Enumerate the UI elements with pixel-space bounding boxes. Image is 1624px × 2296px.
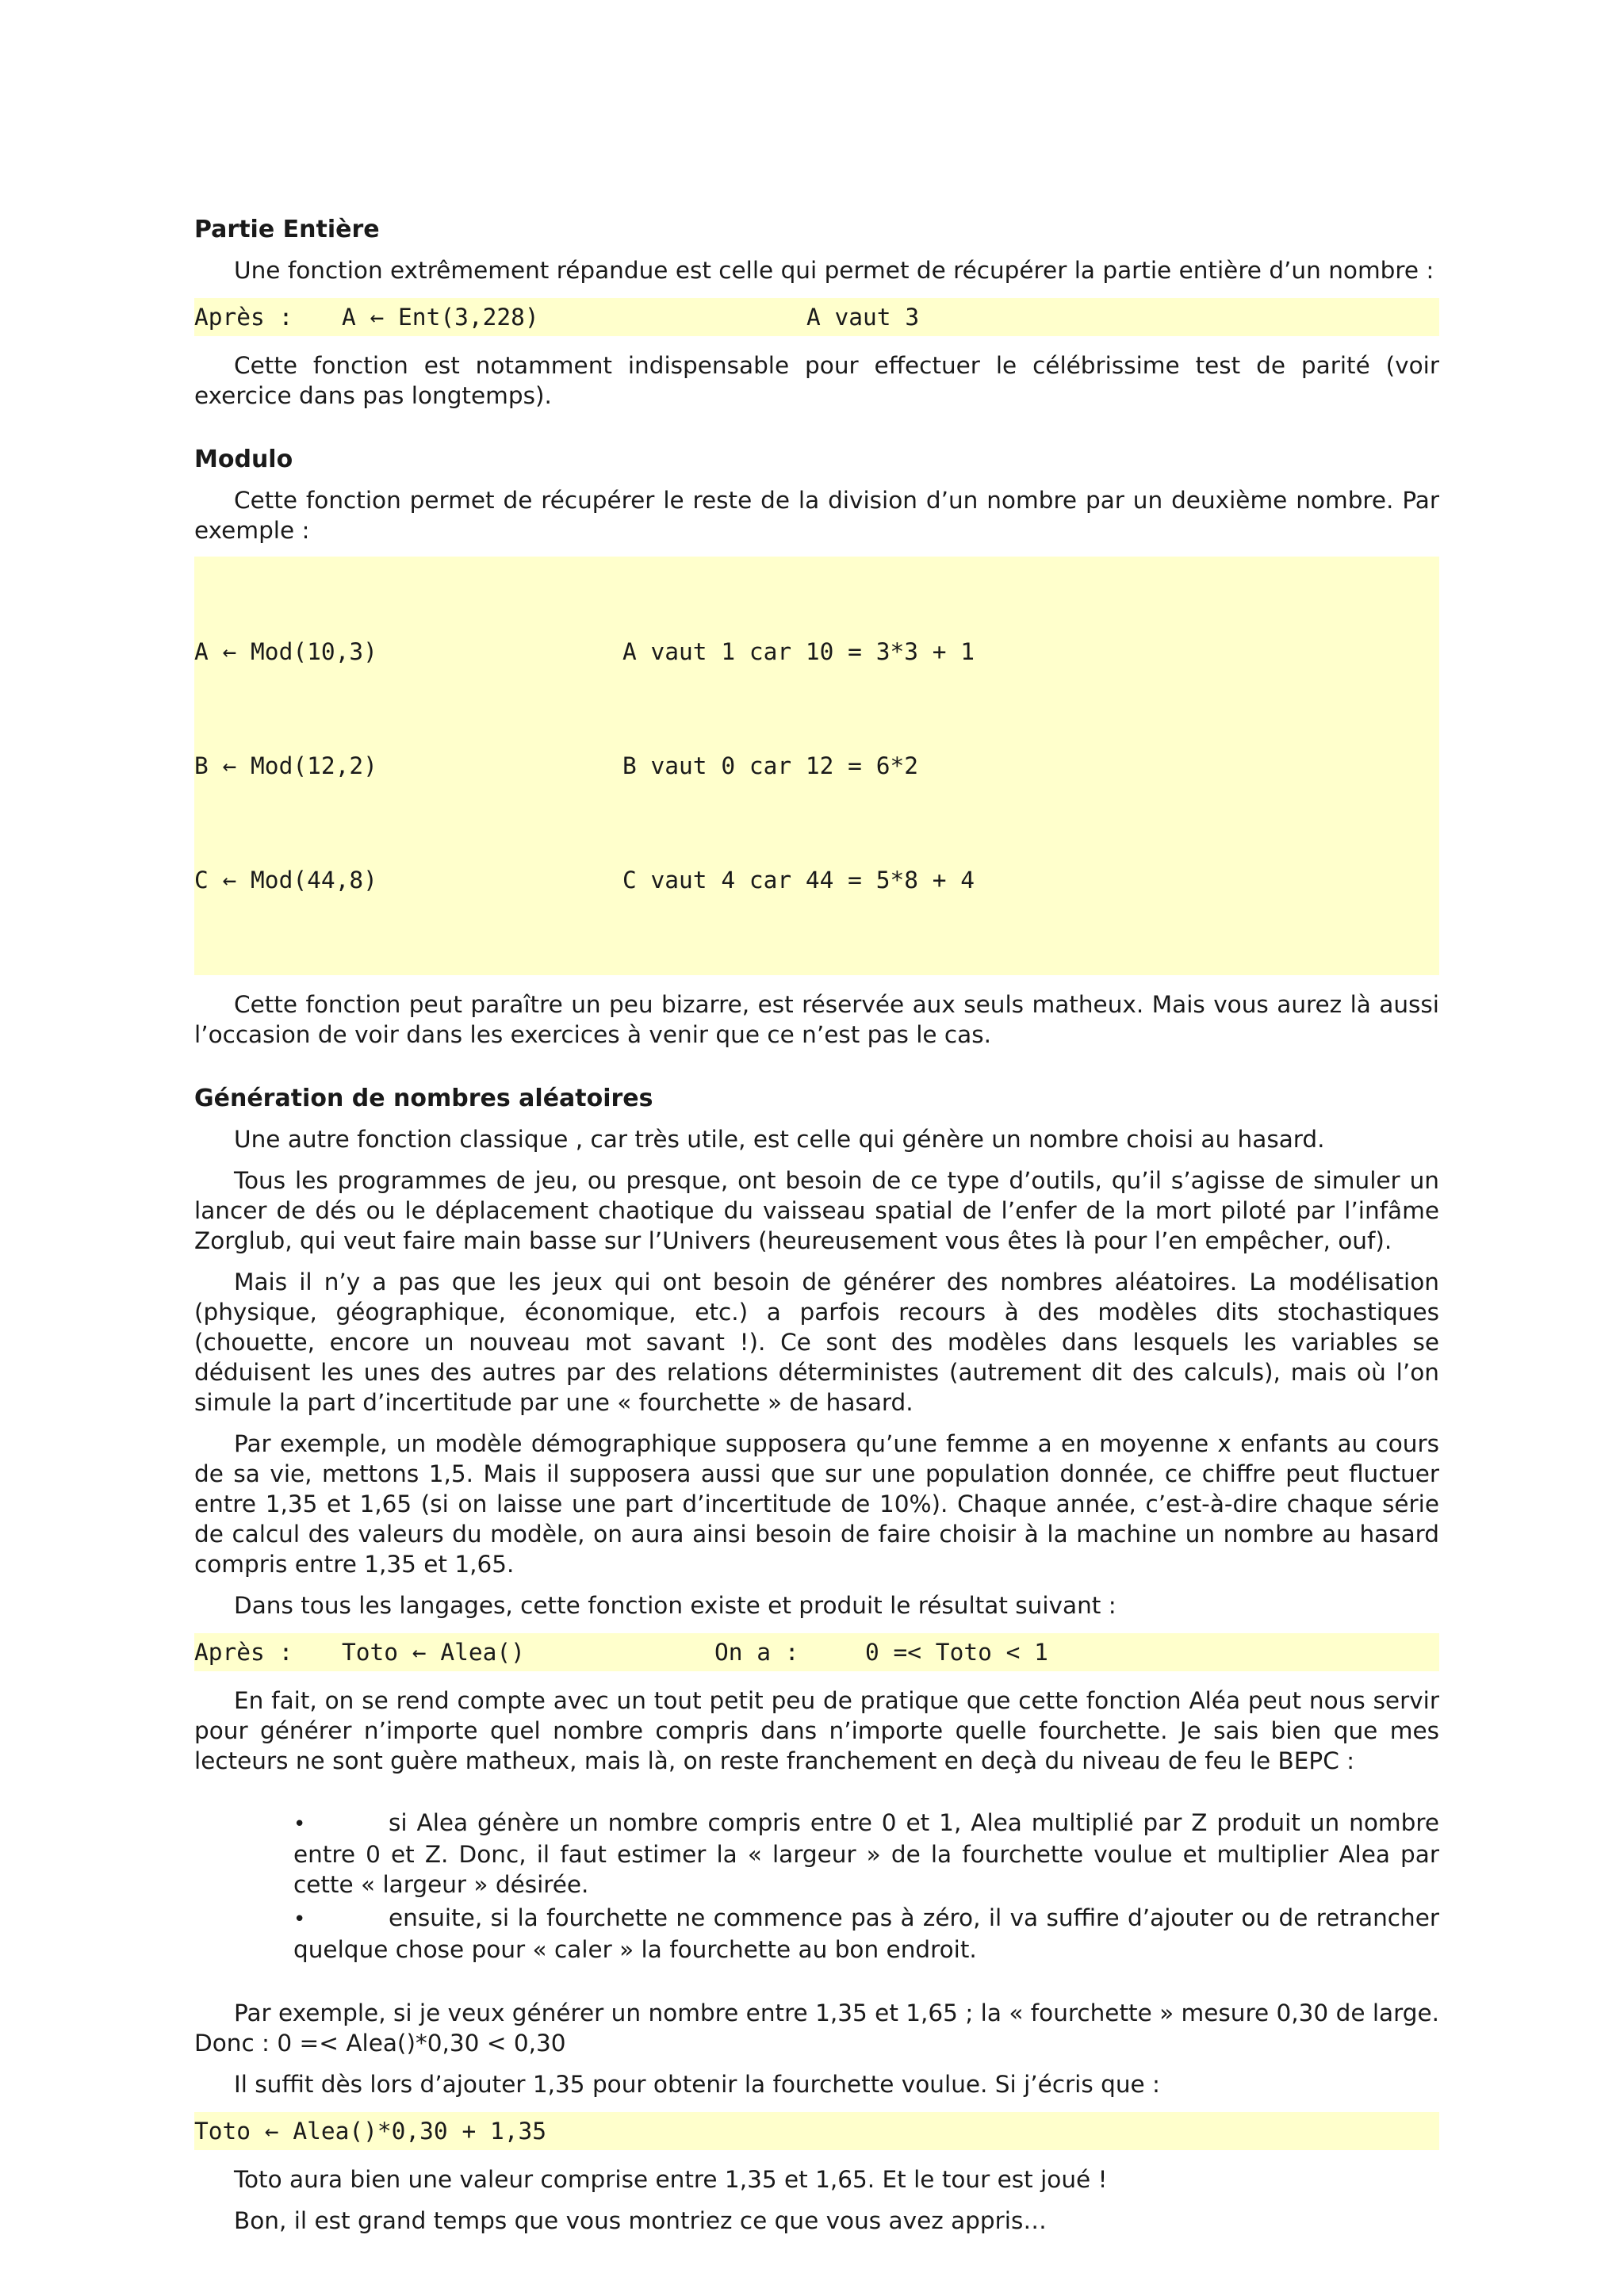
- paragraph: Par exemple, un modèle démographique supposera qu’une femme a en moyenne x enfants au cours de sa vie, mettons 1,5. Mais il supposera aussi que sur une population donnée, ce chiffre peut fluctuer entre 1,35 et 1,65 (si on laisse une part d’incertitude de 10%). Chaque année, c’est-à-dire chaque série de calcul des valeurs du modèle, on aura ainsi besoin de faire choisir à la machine un nombre au hasard compris entre 1,35 et 1,65.: [194, 1430, 1439, 1578]
- paragraph: Tous les programmes de jeu, ou presque, ont besoin de ce type d’outils, qu’il s’agisse de simuler un lancer de dés ou le déplacement chaotique du vaisseau spatial de l’enfer de la mort piloté par l’infâme Zorglub, qui veut faire main basse sur l’Univers (heureusement vous êtes là pour l’en empêcher, ouf).: [194, 1167, 1439, 1254]
- code-result: A vaut 1 car 10 = 3*3 + 1: [622, 638, 975, 665]
- bullet-icon: •: [293, 1812, 306, 1836]
- code-label: On a :: [714, 1639, 799, 1666]
- code-label: Après :: [194, 1639, 293, 1666]
- paragraph: Cette fonction est notamment indispensable pour effectuer le célébrissime test de parité (voir exercice dans pas longtemps).: [194, 352, 1439, 409]
- paragraph: Une fonction extrêmement répandue est celle qui permet de récupérer la partie entière d’un nombre :: [234, 257, 1434, 284]
- paragraph: Dans tous les langages, cette fonction existe et produit le résultat suivant :: [234, 1592, 1116, 1619]
- code-expr: C ← Mod(44,8): [194, 867, 377, 894]
- code-expr: Toto ← Alea()*0,30 + 1,35: [194, 2118, 547, 2145]
- code-block: [194, 557, 1439, 975]
- section-title-partie-entiere: Partie Entière: [194, 216, 380, 243]
- paragraph: Mais il n’y a pas que les jeux qui ont besoin de générer des nombres aléatoires. La modélisation (physique, géographique, économique, etc.) a parfois recours à des modèles dits stochastiques (chouette, encore un nouveau mot savant !). Ce sont des modèles dans lesquels les variables se déduisent les unes des autres par des relations déterministes (autrement dit des calculs), mais où l’on simule la part d’incertitude par une « fourchette » de hasard.: [194, 1269, 1439, 1416]
- bullet-icon: •: [293, 1908, 306, 1931]
- list-item-text: si Alea génère un nombre compris entre 0 et 1, Alea multiplié par Z produit un nombre entre 0 et Z. Donc, il faut estimer la « largeur » de la fourchette voulue et multiplier Alea par cette « largeur » désirée.: [293, 1809, 1439, 1898]
- paragraph: Toto aura bien une valeur comprise entre 1,35 et 1,65. Et le tour est joué !: [234, 2166, 1108, 2193]
- list-item-text: ensuite, si la fourchette ne commence pas à zéro, il va suffire d’ajouter ou de retrancher quelque chose pour « caler » la fourchette au bon endroit.: [293, 1904, 1439, 1963]
- section-title-aleatoire: Génération de nombres aléatoires: [194, 1085, 653, 1112]
- code-label: Après :: [194, 304, 293, 331]
- paragraph: En fait, on se rend compte avec un tout petit peu de pratique que cette fonction Aléa peut nous servir pour générer n’importe quel nombre compris dans n’importe quelle fourchette. Je sais bien que mes lecteurs ne sont guère matheux, mais là, on reste franchement en deçà du niveau de feu le BEPC :: [194, 1687, 1439, 1774]
- paragraph: Cette fonction permet de récupérer le reste de la division d’un nombre par un deuxième nombre. Par exemple :: [194, 487, 1439, 544]
- code-block: [194, 1633, 1439, 1671]
- code-block: [194, 2112, 1439, 2150]
- code-block: [194, 298, 1439, 336]
- paragraph: Il suffit dès lors d’ajouter 1,35 pour obtenir la fourchette voulue. Si j’écris que :: [234, 2071, 1161, 2098]
- code-expr: A ← Ent(3,228): [342, 304, 539, 331]
- code-expr: A ← Mod(10,3): [194, 638, 377, 665]
- paragraph: Bon, il est grand temps que vous montriez ce que vous avez appris…: [234, 2207, 1047, 2234]
- list-item: [293, 1808, 1439, 1900]
- code-expr: B ← Mod(12,2): [194, 752, 377, 779]
- page-content: [194, 214, 1439, 2236]
- section-title-modulo: Modulo: [194, 446, 293, 473]
- code-result: C vaut 4 car 44 = 5*8 + 4: [622, 867, 975, 894]
- code-expr: Toto ← Alea(): [342, 1639, 525, 1666]
- code-result: 0 =< Toto < 1: [865, 1639, 1048, 1666]
- code-result: B vaut 0 car 12 = 6*2: [622, 752, 918, 779]
- paragraph: Cette fonction peut paraître un peu bizarre, est réservée aux seuls matheux. Mais vous aurez là aussi l’occasion de voir dans les exercices à venir que ce n’est pas le cas.: [194, 991, 1439, 1048]
- paragraph: Une autre fonction classique , car très utile, est celle qui génère un nombre choisi au hasard.: [234, 1126, 1325, 1153]
- list-item: [293, 1903, 1439, 1965]
- paragraph: Par exemple, si je veux générer un nombre entre 1,35 et 1,65 ; la « fourchette » mesure 0,30 de large. Donc : 0 =< Alea()*0,30 < 0,30: [194, 1999, 1439, 2057]
- bullet-list: [194, 1808, 1439, 1965]
- code-result: A vaut 3: [806, 304, 920, 331]
